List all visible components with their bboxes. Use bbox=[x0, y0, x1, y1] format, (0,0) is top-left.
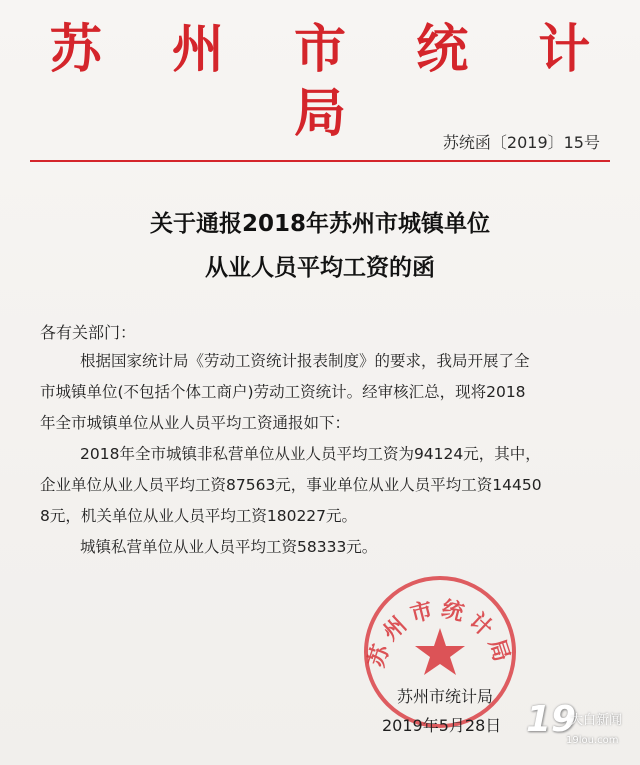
signature-date: 2019年5月28日 bbox=[382, 716, 502, 735]
body-line-6: 8元，机关单位从业人员平均工资180227元。 bbox=[40, 507, 358, 525]
watermark-domain: 19lou.com bbox=[566, 735, 619, 746]
body-line-1: 根据国家统计局《劳动工资统计报表制度》的要求，我局开展了全 bbox=[80, 352, 530, 370]
header-divider bbox=[30, 160, 610, 162]
document-title bbox=[0, 202, 640, 290]
seal-star bbox=[415, 628, 465, 675]
signature-organization: 苏州市统计局 bbox=[397, 687, 494, 706]
body-line-4: 2018年全市城镇非私营单位从业人员平均工资为94124元，其中， bbox=[80, 445, 541, 463]
body-line-2: 市城镇单位(不包括个体工商户)劳动工资统计。经审核汇总，现将2018 bbox=[40, 383, 526, 401]
document-title-line-2: 从业人员平均工资的函 bbox=[205, 255, 435, 281]
body-line-7: 城镇私营单位从业人员平均工资58333元。 bbox=[80, 538, 378, 556]
watermark-label: 大白新闻 bbox=[570, 713, 623, 728]
body-line-3: 年全市城镇单位从业人员平均工资通报如下： bbox=[40, 414, 351, 432]
watermark-number: 19 bbox=[526, 699, 577, 740]
document-number: 苏统函〔2019〕15号 bbox=[442, 133, 600, 152]
seal-text: 苏州市统计局 bbox=[363, 595, 517, 671]
salutation: 各有关部门： bbox=[40, 323, 137, 342]
org-header-title: 苏 州 市 统 计 局 bbox=[49, 19, 617, 144]
document-title-line-1: 关于通报2018年苏州市城镇单位 bbox=[149, 211, 490, 237]
watermark bbox=[520, 697, 630, 757]
body-line-5: 企业单位从业人员平均工资87563元，事业单位从业人员平均工资14450 bbox=[40, 476, 542, 494]
